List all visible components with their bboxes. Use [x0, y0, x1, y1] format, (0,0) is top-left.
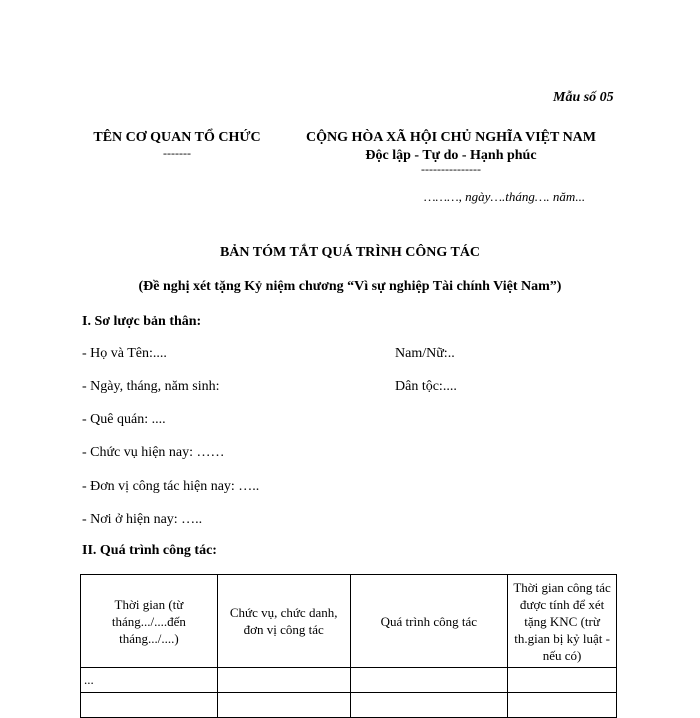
- national-motto: Độc lập - Tự do - Hạnh phúc: [365, 148, 537, 163]
- national-heading: [286, 130, 616, 174]
- fullname-field: - Họ và Tên:....: [82, 346, 167, 361]
- position-field: - Chức vụ hiện nay: ……: [82, 445, 225, 460]
- table-row: [81, 668, 617, 693]
- section-2-heading: II. Quá trình công tác:: [82, 543, 217, 558]
- organization-block: [82, 130, 272, 158]
- work-history-table: [80, 574, 617, 718]
- nation-name: CỘNG HÒA XÃ HỘI CHỦ NGHĨA VIỆT NAM: [305, 130, 596, 145]
- birthdate-field: - Ngày, tháng, năm sinh:: [82, 379, 220, 394]
- organization-name: TÊN CƠ QUAN TỔ CHỨC: [93, 130, 261, 145]
- workplace-field: - Đơn vị công tác hiện nay: …..: [82, 479, 260, 494]
- residence-field: - Nơi ở hiện nay: …..: [82, 512, 203, 527]
- organization-divider: -------: [163, 146, 191, 160]
- column-work-process: Quá trình công tác: [350, 575, 508, 668]
- gender-field: Nam/Nữ:..: [395, 346, 455, 361]
- date-line: ………, ngày….tháng…. năm...: [424, 189, 586, 204]
- form-number: Mẫu số 05: [553, 90, 614, 105]
- column-eligible-time: Thời gian công tác được tính để xét tặng KNC (trừ th.gian bị kỷ luật - nếu có): [508, 575, 617, 668]
- column-position-unit: Chức vụ, chức danh, đơn vị công tác: [217, 575, 350, 668]
- table-header-row: [81, 575, 617, 668]
- table-cell: [81, 693, 218, 718]
- table-cell: [508, 668, 617, 693]
- document-subtitle: (Đề nghị xét tặng Kỷ niệm chương “Vì sự nghiệp Tài chính Việt Nam”): [138, 279, 562, 294]
- table-cell: [217, 668, 350, 693]
- table-cell: [508, 693, 617, 718]
- motto-divider: ---------------: [421, 162, 481, 176]
- column-time-period: Thời gian (từ tháng.../....đến tháng.../....): [81, 575, 218, 668]
- table-cell: [350, 668, 508, 693]
- table-cell: [350, 693, 508, 718]
- document-title: BẢN TÓM TẮT QUÁ TRÌNH CÔNG TÁC: [219, 245, 481, 260]
- section-1-heading: I. Sơ lược bản thân:: [82, 314, 202, 329]
- hometown-field: - Quê quán: ....: [82, 412, 166, 427]
- table-row: [81, 693, 617, 718]
- table-cell: ...: [81, 668, 218, 693]
- table-cell: [217, 693, 350, 718]
- ethnicity-field: Dân tộc:....: [395, 379, 457, 394]
